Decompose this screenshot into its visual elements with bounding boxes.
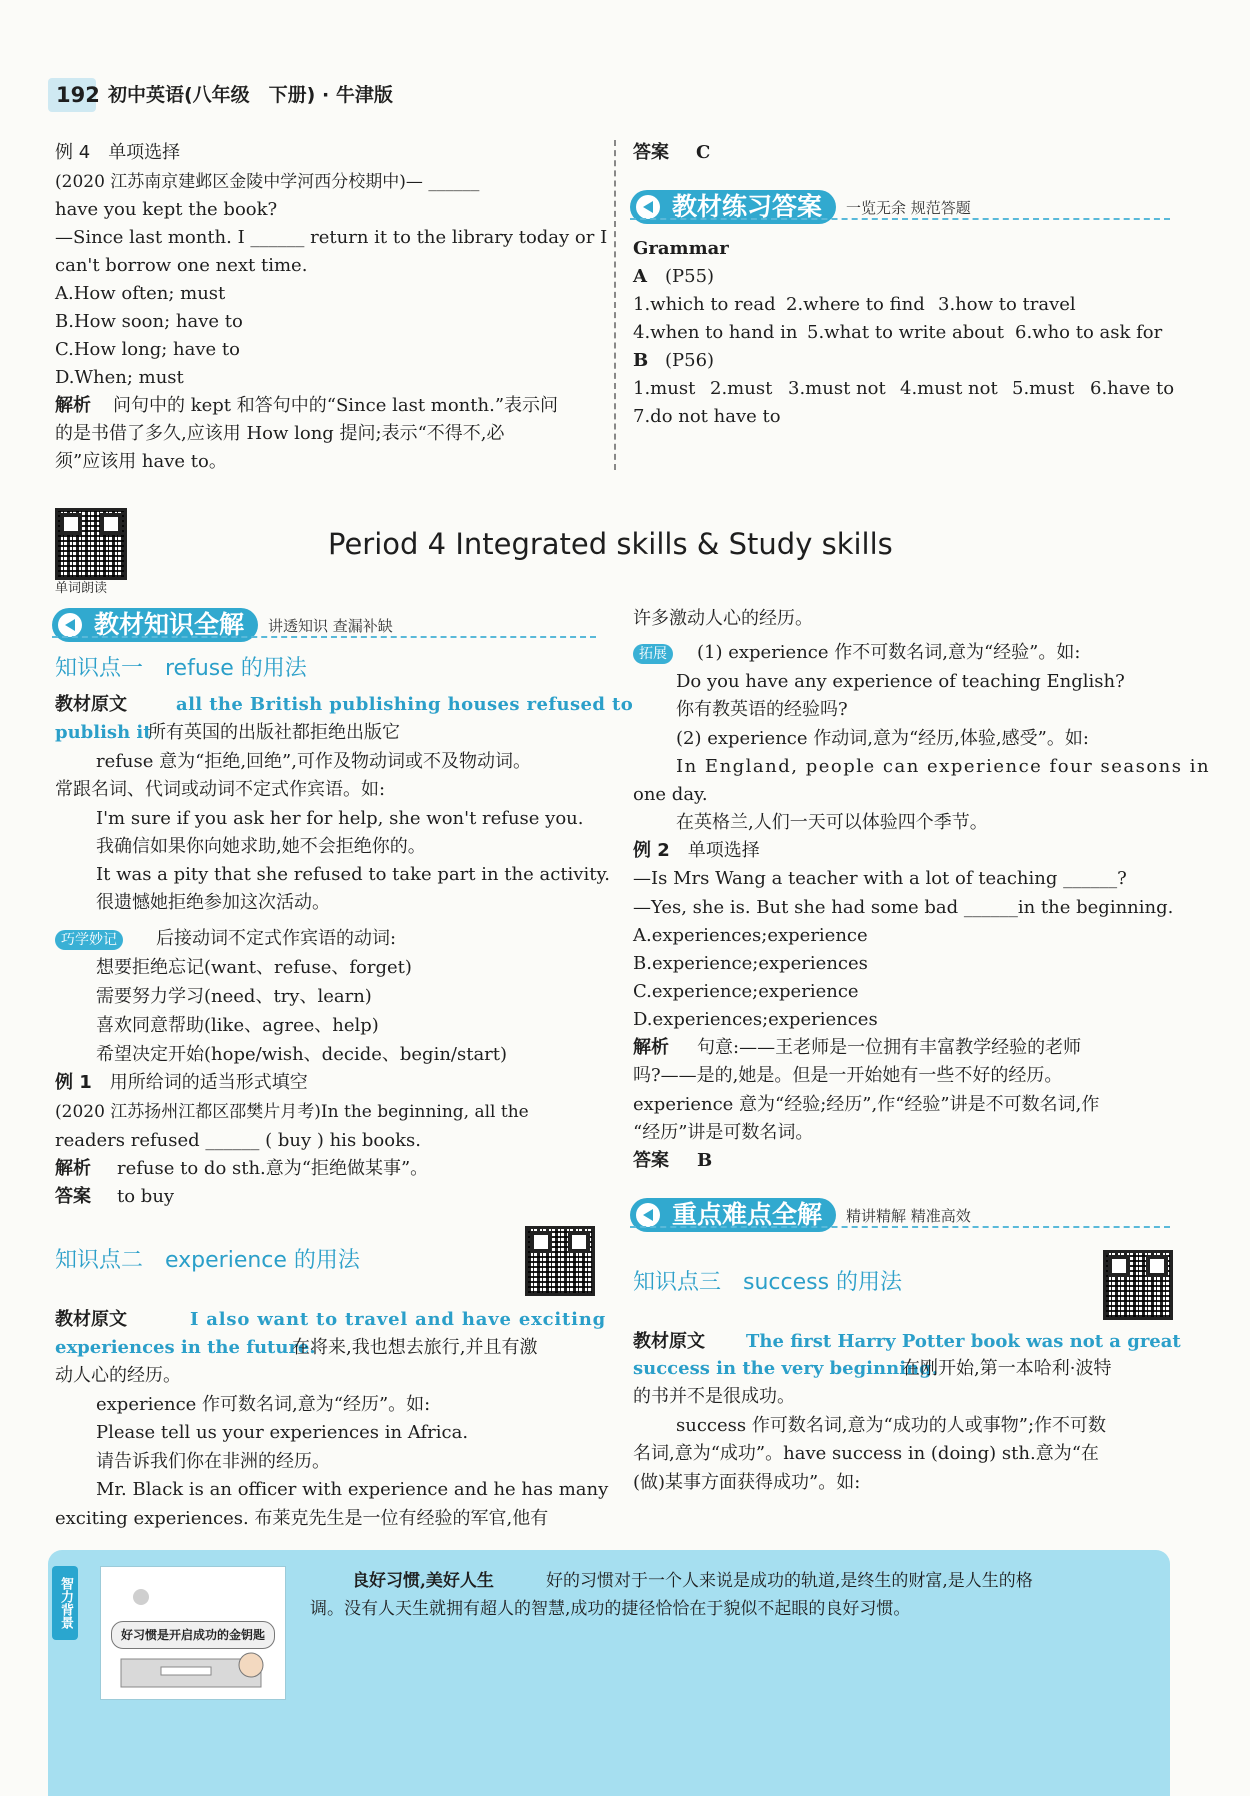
example2-analysis-label: 解析: [633, 1037, 669, 1058]
knowledge-subtitle: 讲透知识 查漏补缺: [268, 616, 393, 635]
point1-body: It was a pity that she refused to take part in the activity.: [96, 864, 610, 885]
point3-source-cn: 在刚开始,第一本哈利·波特: [902, 1358, 1112, 1379]
point3-title: 知识点三 success 的用法: [633, 1270, 903, 1295]
footer-heading: 良好习惯,美好人生: [352, 1571, 494, 1591]
speaker-icon: [636, 195, 660, 219]
example1-line: (2020 江苏扬州江都区邵樊片月考)In the beginning, all the: [55, 1102, 529, 1122]
example4-analysis-label: 解析: [55, 395, 91, 416]
example4-analysis: 问句中的 kept 和答句中的“Since last month.”表示问: [113, 395, 559, 416]
ext-line: 你有教英语的经验吗?: [676, 699, 848, 720]
point3-body: (做)某事方面获得成功”。如:: [633, 1472, 861, 1493]
example2-option: A.experiences;experience: [633, 925, 868, 946]
tip-item: 希望决定开始(hope/wish、decide、begin/start): [96, 1044, 508, 1065]
example-label: 例 4: [55, 142, 91, 163]
example2-line: —Yes, she is. But she had some bad ______in the beginning.: [633, 897, 1174, 918]
grammar-heading: Grammar: [633, 238, 729, 259]
example-type: 单项选择: [687, 840, 760, 861]
example2-option: D.experiences;experiences: [633, 1009, 878, 1030]
example4-option: B.How soon; have to: [55, 311, 243, 332]
example-label: 例 2: [633, 840, 670, 861]
point2-source-en: I also want to travel and have exciting: [190, 1309, 607, 1330]
answer-item: 5.what to write about: [807, 322, 1004, 343]
example1-analysis-label: 解析: [55, 1158, 91, 1179]
point1-source-label: 教材原文: [55, 694, 127, 715]
answer-item: 3.how to travel: [938, 294, 1076, 315]
ext-line: In England, people can experience four seasons in: [676, 756, 1211, 777]
answer-label: 答案: [633, 142, 669, 163]
footer-image-caption: 好习惯是开启成功的金钥匙: [111, 1621, 275, 1649]
point2-source-cn: 在将来,我也想去旅行,并且有激: [292, 1337, 538, 1358]
tip-item: 想要拒绝忘记(want、refuse、forget): [96, 957, 412, 978]
ext-line: (1) experience 作不可数名词,意为“经验”。如:: [697, 642, 1081, 663]
point2-source-cn2: 动人心的经历。: [55, 1365, 181, 1386]
point3-source-en2: success in the very beginning.: [633, 1358, 938, 1379]
example4-option: C.How long; have to: [55, 339, 240, 360]
example2-analysis: 句意:——王老师是一位拥有丰富教学经验的老师: [697, 1037, 1082, 1058]
example1-answer: to buy: [117, 1186, 175, 1207]
textbook-answers-subtitle: 一览无余 规范答题: [846, 198, 971, 217]
example2-analysis: “经历”讲是可数名词。: [633, 1122, 814, 1143]
example4-option: A.How often; must: [55, 283, 226, 304]
footer-side-label: 智力背景: [52, 1566, 78, 1640]
example4-line: (2020 江苏南京建邺区金陵中学河西分校期中)— ______: [55, 172, 480, 192]
qr-code[interactable]: [1103, 1250, 1173, 1320]
point2-source-label: 教材原文: [55, 1309, 127, 1330]
tip-item: 喜欢同意帮助(like、agree、help): [96, 1015, 379, 1036]
tip-title: 后接动词不定式作宾语的动词:: [156, 928, 397, 949]
example1-heading: [55, 1070, 308, 1096]
example4-line: have you kept the book?: [55, 199, 278, 220]
point1-body: 我确信如果你向她求助,她不会拒绝你的。: [96, 836, 426, 857]
part-b-page: (P56): [665, 350, 715, 371]
footer-text: 调。没有人天生就拥有超人的智慧,成功的捷径恰恰在于貌似不起眼的良好习惯。: [310, 1599, 911, 1619]
point1-source-cn: 所有英国的出版社都拒绝出版它: [148, 722, 400, 743]
point1-body: refuse 意为“拒绝,回绝”,可作及物动词或不及物动词。: [96, 751, 531, 772]
answer-item: 2.must: [710, 378, 773, 399]
tip-item: 需要努力学习(need、try、learn): [96, 986, 372, 1007]
point1-title: 知识点一 refuse 的用法: [55, 656, 307, 681]
answer-item: 2.where to find: [786, 294, 925, 315]
example2-analysis: experience 意为“经验;经历”,作“经验”讲是不可数名词,作: [633, 1094, 1100, 1115]
example-label: 例 1: [55, 1072, 92, 1093]
example4-analysis: 须”应该用 have to。: [55, 451, 227, 472]
example2-heading: [633, 838, 760, 864]
example1-answer-label: 答案: [55, 1186, 91, 1207]
point2-continued: 许多激动人心的经历。: [633, 608, 813, 629]
column-divider: [614, 140, 616, 470]
answer-item: 6.who to ask for: [1015, 322, 1163, 343]
answer-item: 3.must not: [788, 378, 886, 399]
point3-body: 名词,意为“成功”。have success in (doing) sth.意为“在: [633, 1443, 1099, 1464]
ext-line: 在英格兰,人们一天可以体验四个季节。: [676, 812, 988, 833]
example4-option: D.When; must: [55, 367, 184, 388]
answer-item: 1.which to read: [633, 294, 776, 315]
point1-body: 常跟名词、代词或动词不定式作宾语。如:: [55, 779, 386, 800]
example1-line: readers refused ______ ( buy ) his books.: [55, 1130, 421, 1151]
point3-source-en: The first Harry Potter book was not a great: [746, 1331, 1181, 1352]
answer-item: 4.when to hand in: [633, 322, 798, 343]
example-type: 单项选择: [108, 142, 181, 163]
ext-line: Do you have any experience of teaching English?: [676, 671, 1125, 692]
point1-source-en: all the British publishing houses refused to: [176, 694, 634, 715]
qr-code[interactable]: [55, 508, 127, 580]
example2-analysis: 吗?——是的,她是。但是一开始她有一些不好的经历。: [633, 1065, 1063, 1086]
textbook-answers-banner: 教材练习答案: [630, 190, 836, 224]
answer-item: 7.do not have to: [633, 406, 781, 427]
example4-heading: [55, 140, 180, 166]
qr-code[interactable]: [525, 1226, 595, 1296]
point2-body: exciting experiences. 布莱克先生是一位有经验的军官,他有: [55, 1508, 549, 1529]
example4-line: —Since last month. I ______ return it to the library today or I: [55, 227, 608, 248]
answer-item: 1.must: [633, 378, 696, 399]
point2-body: experience 作可数名词,意为“经历”。如:: [96, 1394, 431, 1415]
example2-option: B.experience;experiences: [633, 953, 868, 974]
knowledge-banner: 教材知识全解: [52, 608, 258, 642]
point2-title: 知识点二 experience 的用法: [55, 1248, 360, 1273]
point2-source-en2: experiences in the future.: [55, 1337, 316, 1358]
key-points-banner: 重点难点全解: [630, 1198, 836, 1232]
point3-body: success 作可数名词,意为“成功的人或事物”;作不可数: [676, 1415, 1107, 1436]
speaker-icon: [636, 1203, 660, 1227]
tip-row: [55, 926, 123, 952]
example2-answer: B: [697, 1150, 713, 1171]
example4-line: can't borrow one next time.: [55, 255, 308, 276]
part-b-label: B: [633, 350, 649, 371]
banner-underline: [630, 1226, 1170, 1228]
footer-text: 好的习惯对于一个人来说是成功的轨道,是终生的财富,是人生的格: [546, 1571, 1033, 1591]
example1-analysis: refuse to do sth.意为“拒绝做某事”。: [117, 1158, 429, 1179]
ext-row: [633, 640, 673, 666]
qr-caption: 单词朗读: [55, 581, 108, 596]
example2-answer-label: 答案: [633, 1150, 669, 1171]
answer-value: C: [696, 142, 711, 163]
ext-tag: 拓展: [633, 644, 673, 664]
tip-tag: 巧学妙记: [55, 930, 123, 950]
ext-line: (2) experience 作动词,意为“经历,体验,感受”。如:: [676, 728, 1089, 749]
example-type: 用所给词的适当形式填空: [109, 1072, 308, 1093]
banner-underline: [52, 636, 596, 638]
key-points-subtitle: 精讲精解 精准高效: [846, 1206, 971, 1225]
part-a-page: (P55): [665, 266, 715, 287]
point1-body: I'm sure if you ask her for help, she won't refuse you.: [96, 808, 584, 829]
point1-body: 很遗憾她拒绝参加这次活动。: [96, 892, 330, 913]
period-title: Period 4 Integrated skills & Study skills: [328, 527, 893, 561]
answer-item: 6.have to: [1090, 378, 1175, 399]
part-a-label: A: [633, 266, 647, 287]
banner-underline: [630, 218, 1170, 220]
example2-line: —Is Mrs Wang a teacher with a lot of teaching ______?: [633, 868, 1127, 889]
footer-illustration: [100, 1566, 286, 1700]
answer-item: 4.must not: [900, 378, 998, 399]
speaker-icon: [58, 613, 82, 637]
point1-source-en2: publish it: [55, 722, 152, 743]
book-title: 初中英语(八年级 下册) · 牛津版: [108, 84, 393, 106]
point3-source-cn2: 的书并不是很成功。: [633, 1386, 795, 1407]
answer-item: 5.must: [1012, 378, 1075, 399]
example4-analysis: 的是书借了多久,应该用 How long 提问;表示“不得不,必: [55, 423, 505, 444]
point3-source-label: 教材原文: [633, 1331, 705, 1352]
page-number: 192: [56, 83, 100, 107]
example2-option: C.experience;experience: [633, 981, 859, 1002]
point2-body: Mr. Black is an officer with experience and he has many: [96, 1479, 609, 1500]
point2-body: Please tell us your experiences in Africa.: [96, 1422, 469, 1443]
ext-line: one day.: [633, 784, 708, 805]
point2-body: 请告诉我们你在非洲的经历。: [96, 1451, 330, 1472]
